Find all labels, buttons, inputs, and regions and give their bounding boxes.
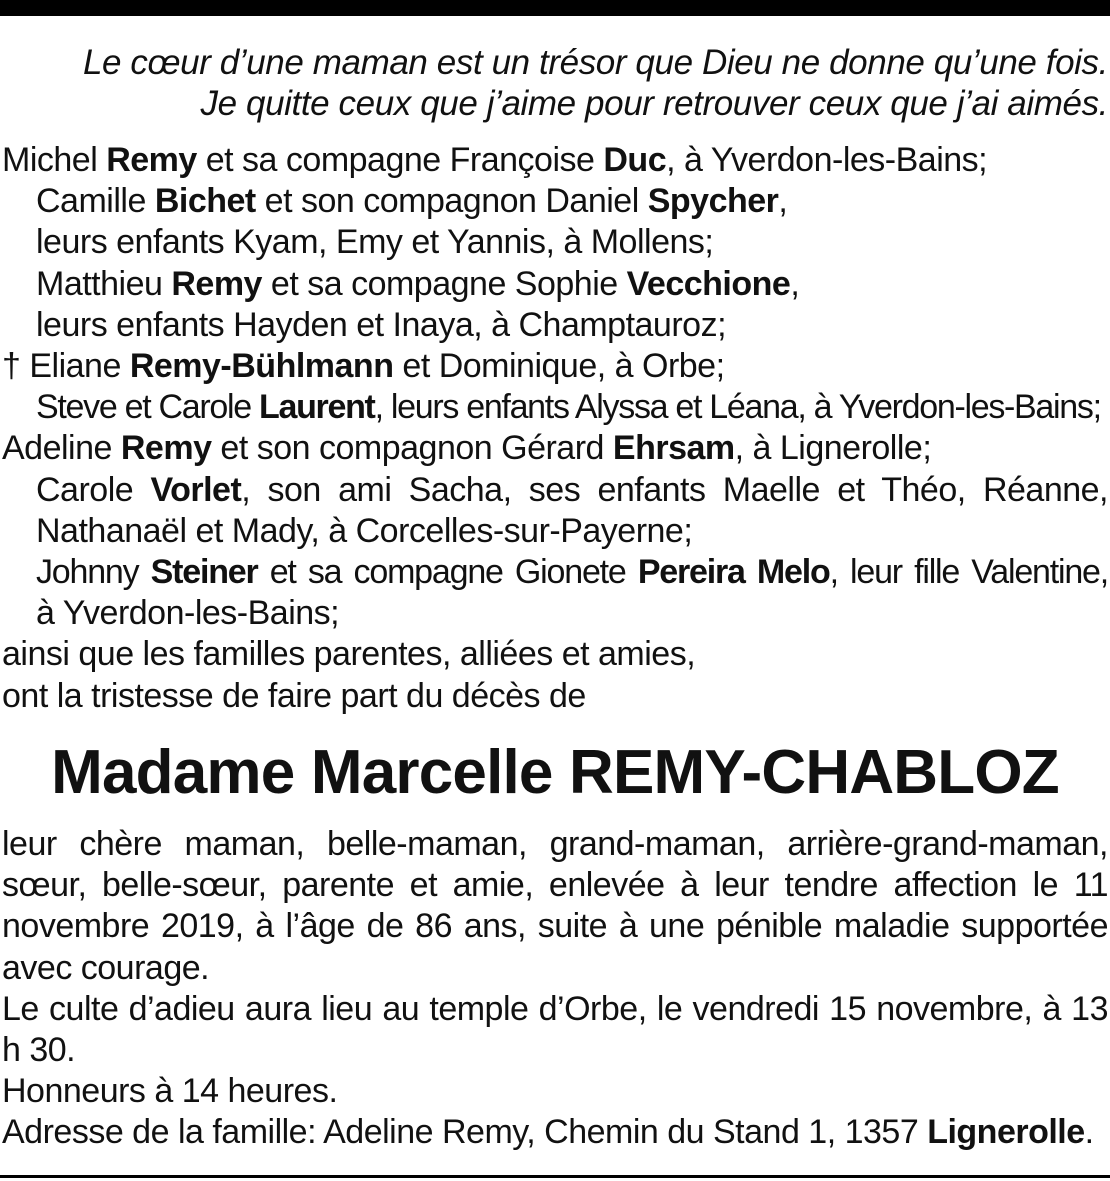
surname: Remy — [120, 429, 212, 468]
surname: Vecchione — [626, 264, 791, 303]
surname: Steiner — [150, 553, 258, 592]
bottom-rule — [0, 1175, 1110, 1178]
family-line: Carole Vorlet, son ami Sacha, ses enfants Maelle et Théo, Réanne, — [36, 470, 1108, 509]
deceased-name: Madame Marcelle REMY-CHABLOZ — [51, 738, 1059, 807]
surname: Pereira Melo — [637, 553, 830, 592]
top-rule — [0, 0, 1110, 16]
family-line: leurs enfants Hayden et Inaya, à Champtauroz; — [36, 305, 727, 344]
family-line: à Yverdon-les-Bains; — [36, 594, 340, 633]
surname: Remy — [171, 264, 262, 303]
town-name: Lignerolle — [927, 1113, 1085, 1152]
family-line: Michel Remy et sa compagne Françoise Duc, à Yverdon-les-Bains; — [2, 141, 988, 179]
family-line: † Eliane Remy-Bühlmann et Dominique, à Orbe; — [2, 347, 725, 386]
epigraph-quote — [8, 42, 1108, 124]
body-paragraph: Honneurs à 14 heures. — [2, 1072, 338, 1111]
surname: Duc — [603, 141, 667, 179]
quote-line-1: Le cœur d’une maman est un trésor que Dieu ne donne qu’une fois. — [82, 43, 1108, 82]
surname: Spycher — [647, 182, 779, 221]
family-line: ont la tristesse de faire part du décès de — [2, 676, 586, 715]
body-paragraph: Le culte d’adieu aura lieu au temple d’Orbe, le vendredi 15 novembre, à 13 h 30. — [2, 989, 1108, 1070]
family-line: Matthieu Remy et sa compagne Sophie Vecchione, — [36, 264, 800, 303]
family-line: leurs enfants Kyam, Emy et Yannis, à Mollens; — [36, 223, 714, 262]
announcement-body — [2, 824, 1108, 1154]
family-line: Camille Bichet et son compagnon Daniel Spycher, — [36, 182, 788, 221]
family-address: Adresse de la famille: Adeline Remy, Chemin du Stand 1, 1357 Lignerolle. — [2, 1113, 1094, 1152]
family-line: Nathanaël et Mady, à Corcelles-sur-Payerne; — [36, 511, 693, 550]
surname: Ehrsam — [612, 429, 735, 468]
family-line: ainsi que les familles parentes, alliées et amies, — [2, 635, 696, 674]
body-paragraph: leur chère maman, belle-maman, grand-maman, arrière-grand-maman, sœur, belle-sœur, parente et amie, enlevée à leur tendre affection le 11 novembre 2019, à l’âge de 86 ans, suite à une pénible maladie supportée avec courage. — [2, 825, 1108, 987]
family-line: Steve et Carole Laurent, leurs enfants Alyssa et Léana, à Yverdon-les-Bains; — [36, 388, 1101, 427]
surname: Vorlet — [150, 470, 242, 509]
family-line: Johnny Steiner et sa compagne Gionete Pereira Melo, leur fille Valentine, — [36, 553, 1109, 592]
family-line: Adeline Remy et son compagnon Gérard Ehrsam, à Lignerolle; — [2, 429, 932, 468]
family-list — [2, 140, 1108, 717]
surname: Remy — [106, 141, 197, 179]
surname: Bichet — [154, 182, 256, 221]
surname: Remy-Bühlmann — [129, 347, 394, 386]
quote-line-2: Je quitte ceux que j’aime pour retrouver ceux que j’ai aimés. — [200, 84, 1108, 123]
surname: Laurent — [259, 388, 375, 427]
